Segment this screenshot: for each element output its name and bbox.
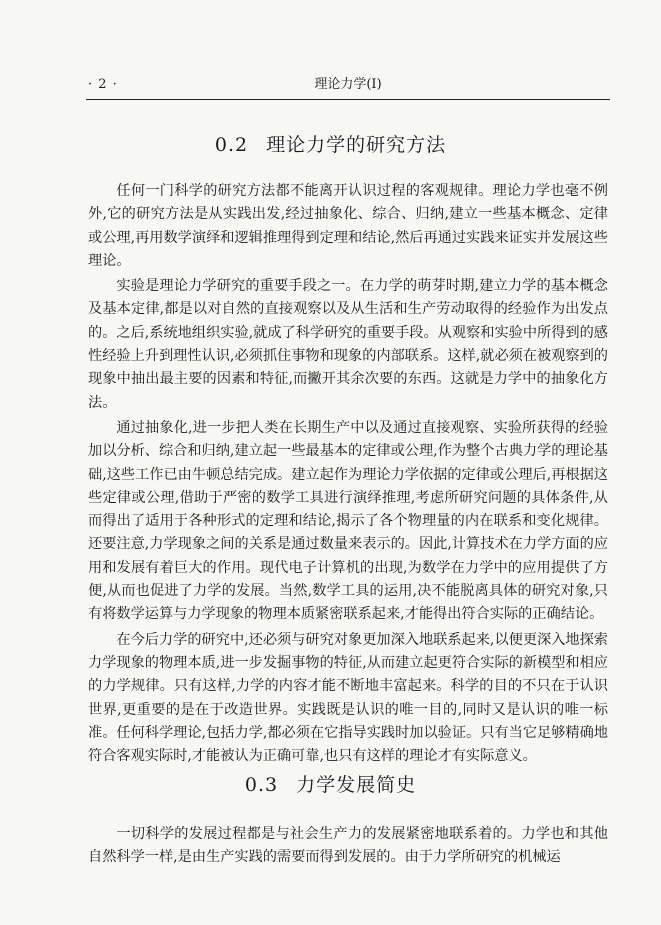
section-heading-0-2: [0, 130, 661, 157]
paragraph: 在今后力学的研究中,还必须与研究对象更加深入地联系起来,以便更深入地探索力学现象的物理本质,进一步发掘事物的特征,从而建立起更符合实际的新模型和相应的力学规律。只有这样,力学的内容才能不断地丰富起来。科学的目的不只在于认识世界,更重要的是在于改造世界。实践既是认识的唯一目的,同时又是认识的唯一标准。任何科学理论,包括力学,都必须在它指导实践时加以验证。只有当它足够精确地符合客观实际时,才能被认为正确可靠,也只有这样的理论才有实际意义。: [88, 631, 608, 765]
page-number: · 2 ·: [88, 77, 118, 92]
section-body-0-2: [88, 180, 608, 770]
section-title: 力学发展简史: [296, 774, 417, 796]
running-title: 理论力学(Ⅰ): [314, 77, 382, 92]
paragraph: 通过抽象化,进一步把人类在长期生产中以及通过直接观察、实验所获得的经验加以分析、综合和归纳,建立起一些最基本的定律或公理,作为整个古典力学的理论基础,这些工作已由牛顿总结完成。建立起作为理论力学依据的定律或公理后,再根据这些定律或公理,借助于严密的数学工具进行演绎推理,考虑所研究问题的具体条件,从而得出了适用于各种形式的定理和结论,揭示了各个物理量的内在联系和变化规律。还要注意,力学现象之间的关系是通过数量来表示的。因此,计算技术在力学方面的应用和发展有着巨大的作用。现代电子计算机的出现,为数学在力学中的应用提供了方便,从而也促进了力学的发展。当然,数学工具的运用,决不能脱离具体的研究对象,只有将数学运算与力学现象的物理本质紧密联系起来,才能得出符合实际的正确结论。: [88, 419, 608, 623]
paragraph: 一切科学的发展过程都是与社会生产力的发展紧密地联系着的。力学也和其他自然科学一样,是由生产实践的需要而得到发展的。由于力学所研究的机械运: [88, 826, 608, 866]
section-body-0-3: [88, 823, 608, 872]
header-rule: [86, 99, 610, 100]
section-title: 理论力学的研究方法: [266, 134, 447, 156]
paragraph: 任何一门科学的研究方法都不能离开认识过程的客观规律。理论力学也毫不例外,它的研究方法是从实践出发,经过抽象化、综合、归纳,建立一些基本概念、定律或公理,再用数学演绎和逻辑推理得到定理和结论,然后再通过实践来证实并发展这些理论。: [88, 183, 608, 269]
section-heading-0-3: [0, 770, 661, 797]
section-number: 0.2: [214, 134, 249, 156]
running-header: [88, 74, 608, 96]
section-number: 0.3: [244, 774, 279, 796]
paragraph: 实验是理论力学研究的重要手段之一。在力学的萌芽时期,建立力学的基本概念及基本定律,都是以对自然的直接观察以及从生活和生产劳动取得的经验作为出发点的。之后,系统地组织实验,就成了科学研究的重要手段。从观察和实验中所得到的感性经验上升到理性认识,必须抓住事物和现象的内部联系。这样,就必须在被观察到的现象中抽出最主要的因素和特征,而撇开其余次要的东西。这就是力学中的抽象化方法。: [88, 278, 608, 411]
